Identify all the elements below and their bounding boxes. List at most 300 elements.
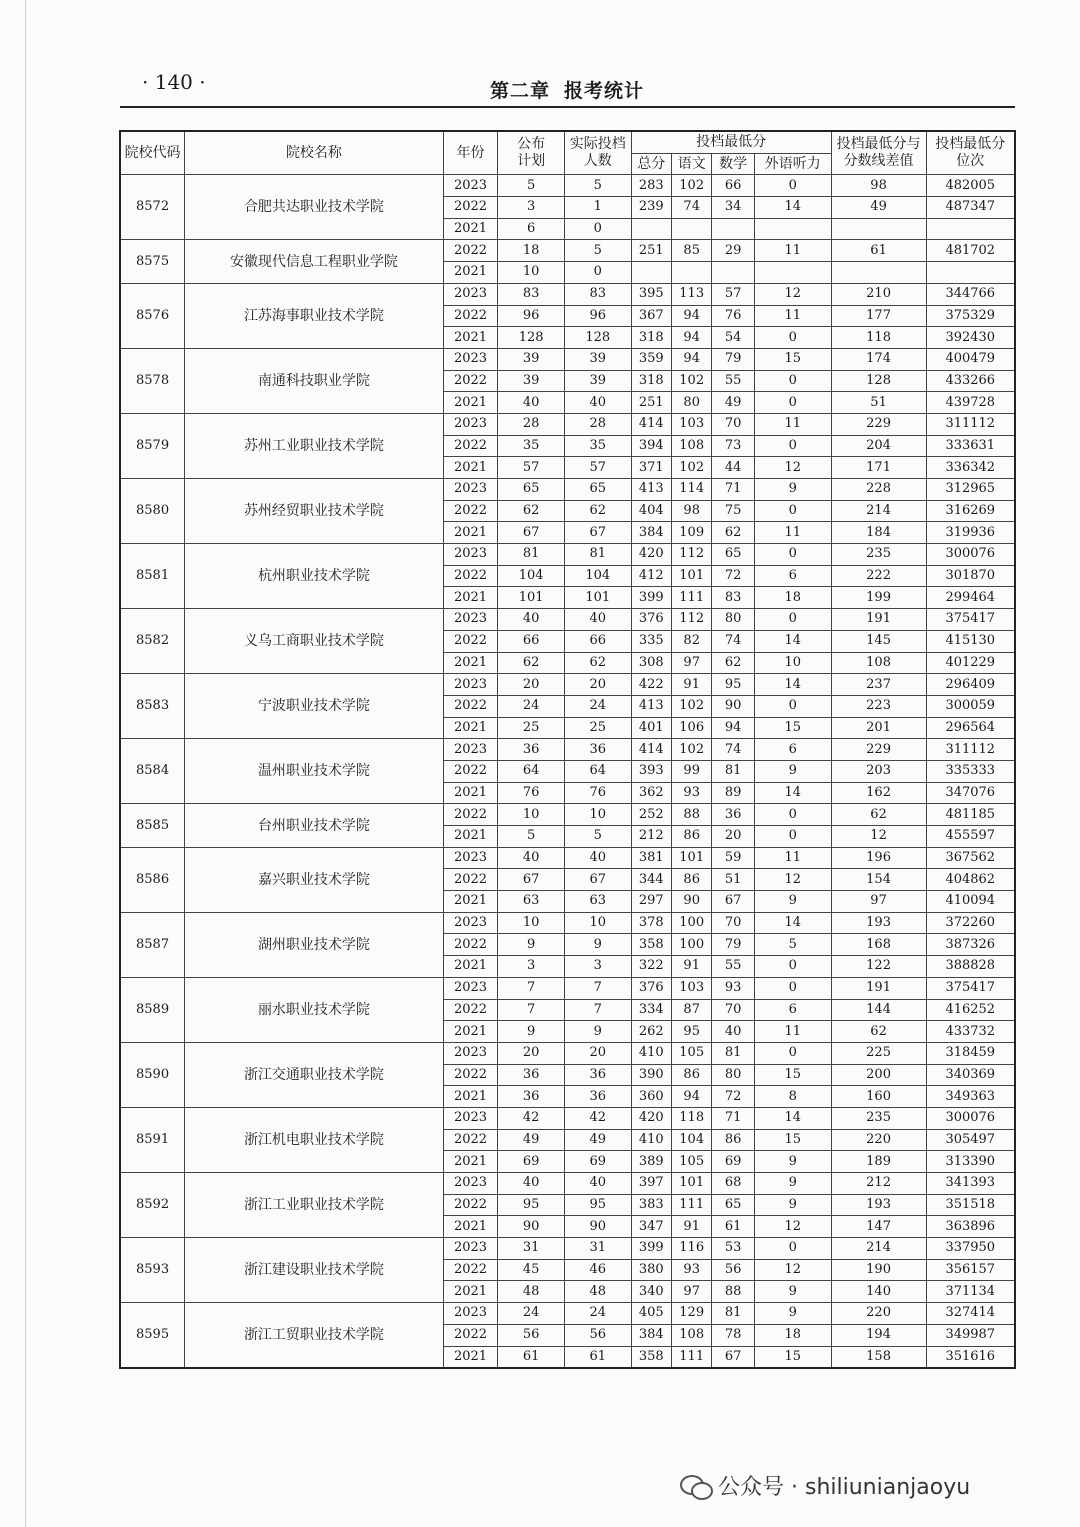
cell-chinese: 109 — [672, 522, 712, 544]
cell-diff: 193 — [831, 912, 926, 934]
cell-diff: 145 — [831, 630, 926, 652]
cell-year: 2023 — [443, 413, 498, 435]
cell-year: 2022 — [443, 240, 498, 262]
cell-diff: 229 — [831, 739, 926, 761]
cell-year: 2023 — [443, 175, 498, 197]
header-total: 总分 — [631, 153, 671, 175]
cell-rank: 363896 — [926, 1216, 1015, 1238]
cell-plan: 101 — [498, 587, 565, 609]
cell-total: 378 — [631, 912, 671, 934]
header-chinese: 语文 — [672, 153, 712, 175]
cell-rank: 351518 — [926, 1194, 1015, 1216]
cell-year: 2023 — [443, 847, 498, 869]
cell-total: 212 — [631, 826, 671, 848]
cell-plan: 104 — [498, 565, 565, 587]
header-rank: 投档最低分位次 — [926, 131, 1015, 175]
cell-math: 75 — [712, 500, 754, 522]
cell-english: 12 — [754, 1259, 831, 1281]
cell-chinese: 82 — [672, 630, 712, 652]
cell-rank: 333631 — [926, 435, 1015, 457]
cell-year: 2023 — [443, 1173, 498, 1195]
cell-year: 2021 — [443, 392, 498, 414]
cell-english: 0 — [754, 175, 831, 197]
cell-actual: 1 — [564, 197, 631, 219]
cell-diff: 49 — [831, 197, 926, 219]
cell-chinese: 97 — [672, 652, 712, 674]
cell-year: 2022 — [443, 760, 498, 782]
cell-actual: 0 — [564, 218, 631, 240]
cell-rank: 416252 — [926, 999, 1015, 1021]
cell-total: 389 — [631, 1151, 671, 1173]
cell-total: 422 — [631, 674, 671, 696]
cell-diff: 237 — [831, 674, 926, 696]
cell-actual: 9 — [564, 1021, 631, 1043]
cell-diff: 174 — [831, 348, 926, 370]
cell-total: 318 — [631, 370, 671, 392]
school-name: 浙江工业职业技术学院 — [185, 1173, 444, 1238]
school-name: 安徽现代信息工程职业学院 — [185, 240, 444, 283]
cell-actual: 35 — [564, 435, 631, 457]
cell-english: 11 — [754, 1021, 831, 1043]
cell-english: 14 — [754, 1107, 831, 1129]
cell-diff: 190 — [831, 1259, 926, 1281]
cell-total: 397 — [631, 1173, 671, 1195]
cell-math: 67 — [712, 1346, 754, 1368]
cell-rank: 300076 — [926, 1107, 1015, 1129]
cell-year: 2022 — [443, 1194, 498, 1216]
cell-math: 79 — [712, 348, 754, 370]
cell-chinese: 87 — [672, 999, 712, 1021]
school-code: 8572 — [120, 175, 185, 240]
header-min-score-group: 投档最低分 — [631, 131, 831, 153]
cell-plan: 35 — [498, 435, 565, 457]
cell-chinese: 108 — [672, 1324, 712, 1346]
cell-rank: 375329 — [926, 305, 1015, 327]
cell-actual: 24 — [564, 1303, 631, 1325]
cell-year: 2021 — [443, 262, 498, 284]
cell-total: 414 — [631, 739, 671, 761]
cell-chinese: 102 — [672, 370, 712, 392]
cell-english: 12 — [754, 869, 831, 891]
cell-math: 55 — [712, 370, 754, 392]
table-row — [120, 674, 1015, 696]
cell-rank: 433266 — [926, 370, 1015, 392]
cell-math: 83 — [712, 587, 754, 609]
cell-year: 2023 — [443, 1303, 498, 1325]
cell-plan: 20 — [498, 1042, 565, 1064]
cell-total: 384 — [631, 1324, 671, 1346]
cell-diff: 12 — [831, 826, 926, 848]
cell-chinese: 94 — [672, 348, 712, 370]
cell-chinese: 80 — [672, 392, 712, 414]
cell-actual: 69 — [564, 1151, 631, 1173]
cell-year: 2022 — [443, 695, 498, 717]
cell-math: 79 — [712, 934, 754, 956]
cell-actual: 39 — [564, 370, 631, 392]
cell-rank: 400479 — [926, 348, 1015, 370]
cell-actual: 24 — [564, 695, 631, 717]
cell-english: 9 — [754, 1281, 831, 1303]
cell-math: 72 — [712, 565, 754, 587]
cell-rank: 392430 — [926, 327, 1015, 349]
cell-actual: 65 — [564, 479, 631, 501]
cell-plan: 49 — [498, 1129, 565, 1151]
cell-math: 40 — [712, 1021, 754, 1043]
cell-plan: 31 — [498, 1238, 565, 1260]
cell-diff — [831, 262, 926, 284]
cell-year: 2021 — [443, 652, 498, 674]
cell-rank: 347076 — [926, 782, 1015, 804]
cell-rank — [926, 262, 1015, 284]
cell-year: 2021 — [443, 218, 498, 240]
cell-actual: 7 — [564, 977, 631, 999]
cell-actual: 20 — [564, 1042, 631, 1064]
admission-table — [119, 130, 1016, 1369]
cell-rank: 341393 — [926, 1173, 1015, 1195]
cell-year: 2023 — [443, 1107, 498, 1129]
footer — [680, 1470, 970, 1501]
cell-diff: 144 — [831, 999, 926, 1021]
school-name: 苏州工业职业技术学院 — [185, 413, 444, 478]
cell-chinese: 105 — [672, 1042, 712, 1064]
cell-year: 2021 — [443, 522, 498, 544]
cell-math: 90 — [712, 695, 754, 717]
cell-actual: 0 — [564, 262, 631, 284]
cell-english: 12 — [754, 1216, 831, 1238]
cell-english: 9 — [754, 891, 831, 913]
cell-rank: 299464 — [926, 587, 1015, 609]
cell-math: 62 — [712, 652, 754, 674]
cell-english: 9 — [754, 1303, 831, 1325]
cell-diff: 171 — [831, 457, 926, 479]
cell-plan: 48 — [498, 1281, 565, 1303]
cell-total: 359 — [631, 348, 671, 370]
cell-diff: 223 — [831, 695, 926, 717]
cell-diff: 62 — [831, 1021, 926, 1043]
cell-english: 14 — [754, 782, 831, 804]
school-name: 丽水职业技术学院 — [185, 977, 444, 1042]
footer-text: 公众号 · shiliunianjaoyu — [718, 1475, 971, 1500]
cell-rank: 387326 — [926, 934, 1015, 956]
school-code: 8595 — [120, 1303, 185, 1369]
table-row — [120, 413, 1015, 435]
cell-diff: 98 — [831, 175, 926, 197]
cell-total: 262 — [631, 1021, 671, 1043]
cell-diff: 162 — [831, 782, 926, 804]
cell-year: 2023 — [443, 348, 498, 370]
cell-english: 14 — [754, 912, 831, 934]
cell-chinese: 85 — [672, 240, 712, 262]
cell-diff: 214 — [831, 500, 926, 522]
cell-total: 414 — [631, 413, 671, 435]
cell-plan: 64 — [498, 760, 565, 782]
cell-total: 401 — [631, 717, 671, 739]
cell-diff: 168 — [831, 934, 926, 956]
cell-english: 18 — [754, 587, 831, 609]
cell-english: 0 — [754, 392, 831, 414]
cell-total: 347 — [631, 1216, 671, 1238]
cell-year: 2023 — [443, 283, 498, 305]
cell-math: 71 — [712, 1107, 754, 1129]
cell-math: 80 — [712, 1064, 754, 1086]
cell-math: 57 — [712, 283, 754, 305]
cell-year: 2023 — [443, 1042, 498, 1064]
cell-math: 81 — [712, 1042, 754, 1064]
cell-english: 6 — [754, 565, 831, 587]
cell-plan: 10 — [498, 262, 565, 284]
cell-total: 410 — [631, 1129, 671, 1151]
cell-total: 344 — [631, 869, 671, 891]
cell-plan: 96 — [498, 305, 565, 327]
cell-math: 71 — [712, 479, 754, 501]
cell-plan: 40 — [498, 1173, 565, 1195]
school-code: 8582 — [120, 609, 185, 674]
cell-rank: 319936 — [926, 522, 1015, 544]
cell-chinese: 91 — [672, 674, 712, 696]
school-code: 8589 — [120, 977, 185, 1042]
cell-diff: 229 — [831, 413, 926, 435]
cell-total: 410 — [631, 1042, 671, 1064]
cell-plan: 76 — [498, 782, 565, 804]
cell-rank: 481702 — [926, 240, 1015, 262]
school-code: 8584 — [120, 739, 185, 804]
cell-math: 59 — [712, 847, 754, 869]
cell-year: 2022 — [443, 370, 498, 392]
cell-math: 81 — [712, 1303, 754, 1325]
cell-actual: 101 — [564, 587, 631, 609]
cell-actual: 56 — [564, 1324, 631, 1346]
cell-total: 358 — [631, 1346, 671, 1368]
cell-rank: 301870 — [926, 565, 1015, 587]
cell-chinese — [672, 218, 712, 240]
cell-plan: 5 — [498, 175, 565, 197]
cell-math — [712, 262, 754, 284]
cell-plan: 65 — [498, 479, 565, 501]
cell-year: 2021 — [443, 1216, 498, 1238]
cell-year: 2022 — [443, 435, 498, 457]
cell-chinese: 102 — [672, 695, 712, 717]
cell-total: 360 — [631, 1086, 671, 1108]
cell-year: 2021 — [443, 891, 498, 913]
cell-math: 86 — [712, 1129, 754, 1151]
cell-rank: 327414 — [926, 1303, 1015, 1325]
cell-actual: 42 — [564, 1107, 631, 1129]
cell-chinese: 112 — [672, 544, 712, 566]
cell-diff — [831, 218, 926, 240]
table-row — [120, 739, 1015, 761]
cell-chinese: 106 — [672, 717, 712, 739]
cell-year: 2022 — [443, 565, 498, 587]
cell-plan: 39 — [498, 370, 565, 392]
cell-english: 9 — [754, 1194, 831, 1216]
table-row — [120, 175, 1015, 197]
cell-plan: 45 — [498, 1259, 565, 1281]
cell-chinese: 91 — [672, 956, 712, 978]
cell-actual: 95 — [564, 1194, 631, 1216]
header-name: 院校名称 — [185, 131, 444, 175]
cell-rank: 349987 — [926, 1324, 1015, 1346]
cell-diff: 222 — [831, 565, 926, 587]
cell-actual: 5 — [564, 240, 631, 262]
cell-math: 20 — [712, 826, 754, 848]
cell-actual: 128 — [564, 327, 631, 349]
cell-chinese: 100 — [672, 934, 712, 956]
cell-english: 12 — [754, 283, 831, 305]
cell-math: 56 — [712, 1259, 754, 1281]
cell-chinese: 104 — [672, 1129, 712, 1151]
cell-english: 15 — [754, 717, 831, 739]
school-code: 8583 — [120, 674, 185, 739]
cell-chinese: 99 — [672, 760, 712, 782]
cell-actual: 66 — [564, 630, 631, 652]
cell-plan: 40 — [498, 609, 565, 631]
cell-rank: 336342 — [926, 457, 1015, 479]
cell-plan: 90 — [498, 1216, 565, 1238]
cell-math: 55 — [712, 956, 754, 978]
cell-english: 15 — [754, 1129, 831, 1151]
cell-plan: 36 — [498, 1064, 565, 1086]
cell-total: 394 — [631, 435, 671, 457]
cell-year: 2021 — [443, 1086, 498, 1108]
cell-year: 2022 — [443, 1259, 498, 1281]
cell-total: 252 — [631, 804, 671, 826]
cell-english: 9 — [754, 760, 831, 782]
cell-plan: 66 — [498, 630, 565, 652]
cell-plan: 83 — [498, 283, 565, 305]
cell-total: 399 — [631, 1238, 671, 1260]
cell-diff: 140 — [831, 1281, 926, 1303]
cell-actual: 36 — [564, 1086, 631, 1108]
cell-year: 2021 — [443, 1021, 498, 1043]
cell-diff: 189 — [831, 1151, 926, 1173]
cell-year: 2022 — [443, 305, 498, 327]
cell-diff: 191 — [831, 609, 926, 631]
cell-diff: 203 — [831, 760, 926, 782]
cell-english: 15 — [754, 1346, 831, 1368]
cell-plan: 42 — [498, 1107, 565, 1129]
cell-diff: 220 — [831, 1129, 926, 1151]
cell-chinese: 97 — [672, 1281, 712, 1303]
cell-math: 74 — [712, 739, 754, 761]
wechat-icon — [680, 1473, 712, 1499]
cell-plan: 20 — [498, 674, 565, 696]
cell-english: 0 — [754, 1042, 831, 1064]
cell-total: 297 — [631, 891, 671, 913]
cell-chinese: 111 — [672, 1194, 712, 1216]
cell-diff: 228 — [831, 479, 926, 501]
school-name: 嘉兴职业技术学院 — [185, 847, 444, 912]
cell-plan: 24 — [498, 1303, 565, 1325]
cell-rank: 311112 — [926, 413, 1015, 435]
school-code: 8587 — [120, 912, 185, 977]
cell-actual: 9 — [564, 934, 631, 956]
cell-diff: 196 — [831, 847, 926, 869]
cell-chinese: 101 — [672, 847, 712, 869]
cell-math: 65 — [712, 1194, 754, 1216]
school-name: 台州职业技术学院 — [185, 804, 444, 847]
school-code: 8575 — [120, 240, 185, 283]
cell-actual: 90 — [564, 1216, 631, 1238]
cell-actual: 49 — [564, 1129, 631, 1151]
cell-math: 67 — [712, 891, 754, 913]
cell-plan: 5 — [498, 826, 565, 848]
chapter-number: 第二章 — [490, 80, 551, 102]
cell-math: 51 — [712, 869, 754, 891]
cell-english: 14 — [754, 630, 831, 652]
school-name: 合肥共达职业技术学院 — [185, 175, 444, 240]
cell-plan: 6 — [498, 218, 565, 240]
school-name: 江苏海事职业技术学院 — [185, 283, 444, 348]
cell-chinese: 88 — [672, 804, 712, 826]
cell-rank — [926, 218, 1015, 240]
cell-chinese: 101 — [672, 565, 712, 587]
cell-english: 9 — [754, 1173, 831, 1195]
cell-plan: 39 — [498, 348, 565, 370]
cell-year: 2023 — [443, 912, 498, 934]
cell-rank: 300076 — [926, 544, 1015, 566]
cell-english: 11 — [754, 847, 831, 869]
cell-math: 73 — [712, 435, 754, 457]
cell-total: 390 — [631, 1064, 671, 1086]
cell-english: 0 — [754, 977, 831, 999]
cell-math: 44 — [712, 457, 754, 479]
cell-math: 76 — [712, 305, 754, 327]
cell-plan: 57 — [498, 457, 565, 479]
cell-actual: 67 — [564, 522, 631, 544]
cell-year: 2022 — [443, 1324, 498, 1346]
cell-total: 405 — [631, 1303, 671, 1325]
cell-total: 362 — [631, 782, 671, 804]
cell-plan: 62 — [498, 500, 565, 522]
table-row — [120, 1173, 1015, 1195]
school-code: 8593 — [120, 1238, 185, 1303]
cell-total: 413 — [631, 479, 671, 501]
cell-english: 11 — [754, 522, 831, 544]
cell-actual: 48 — [564, 1281, 631, 1303]
cell-plan: 67 — [498, 869, 565, 891]
cell-total: 420 — [631, 1107, 671, 1129]
school-name: 义乌工商职业技术学院 — [185, 609, 444, 674]
cell-actual: 64 — [564, 760, 631, 782]
cell-diff: 191 — [831, 977, 926, 999]
cell-rank: 296564 — [926, 717, 1015, 739]
cell-plan: 25 — [498, 717, 565, 739]
cell-english: 15 — [754, 348, 831, 370]
cell-actual: 40 — [564, 609, 631, 631]
cell-english: 8 — [754, 1086, 831, 1108]
cell-total: 318 — [631, 327, 671, 349]
cell-actual: 40 — [564, 847, 631, 869]
cell-year: 2023 — [443, 674, 498, 696]
cell-rank: 337950 — [926, 1238, 1015, 1260]
cell-year: 2023 — [443, 739, 498, 761]
cell-plan: 56 — [498, 1324, 565, 1346]
cell-total: 393 — [631, 760, 671, 782]
cell-plan: 69 — [498, 1151, 565, 1173]
cell-diff: 220 — [831, 1303, 926, 1325]
cell-chinese: 93 — [672, 1259, 712, 1281]
cell-rank: 344766 — [926, 283, 1015, 305]
cell-total: 335 — [631, 630, 671, 652]
cell-actual: 40 — [564, 392, 631, 414]
cell-diff: 235 — [831, 1107, 926, 1129]
cell-year: 2022 — [443, 934, 498, 956]
cell-english: 12 — [754, 457, 831, 479]
school-name: 南通科技职业学院 — [185, 348, 444, 413]
cell-english: 11 — [754, 305, 831, 327]
cell-rank: 375417 — [926, 977, 1015, 999]
cell-diff: 108 — [831, 652, 926, 674]
